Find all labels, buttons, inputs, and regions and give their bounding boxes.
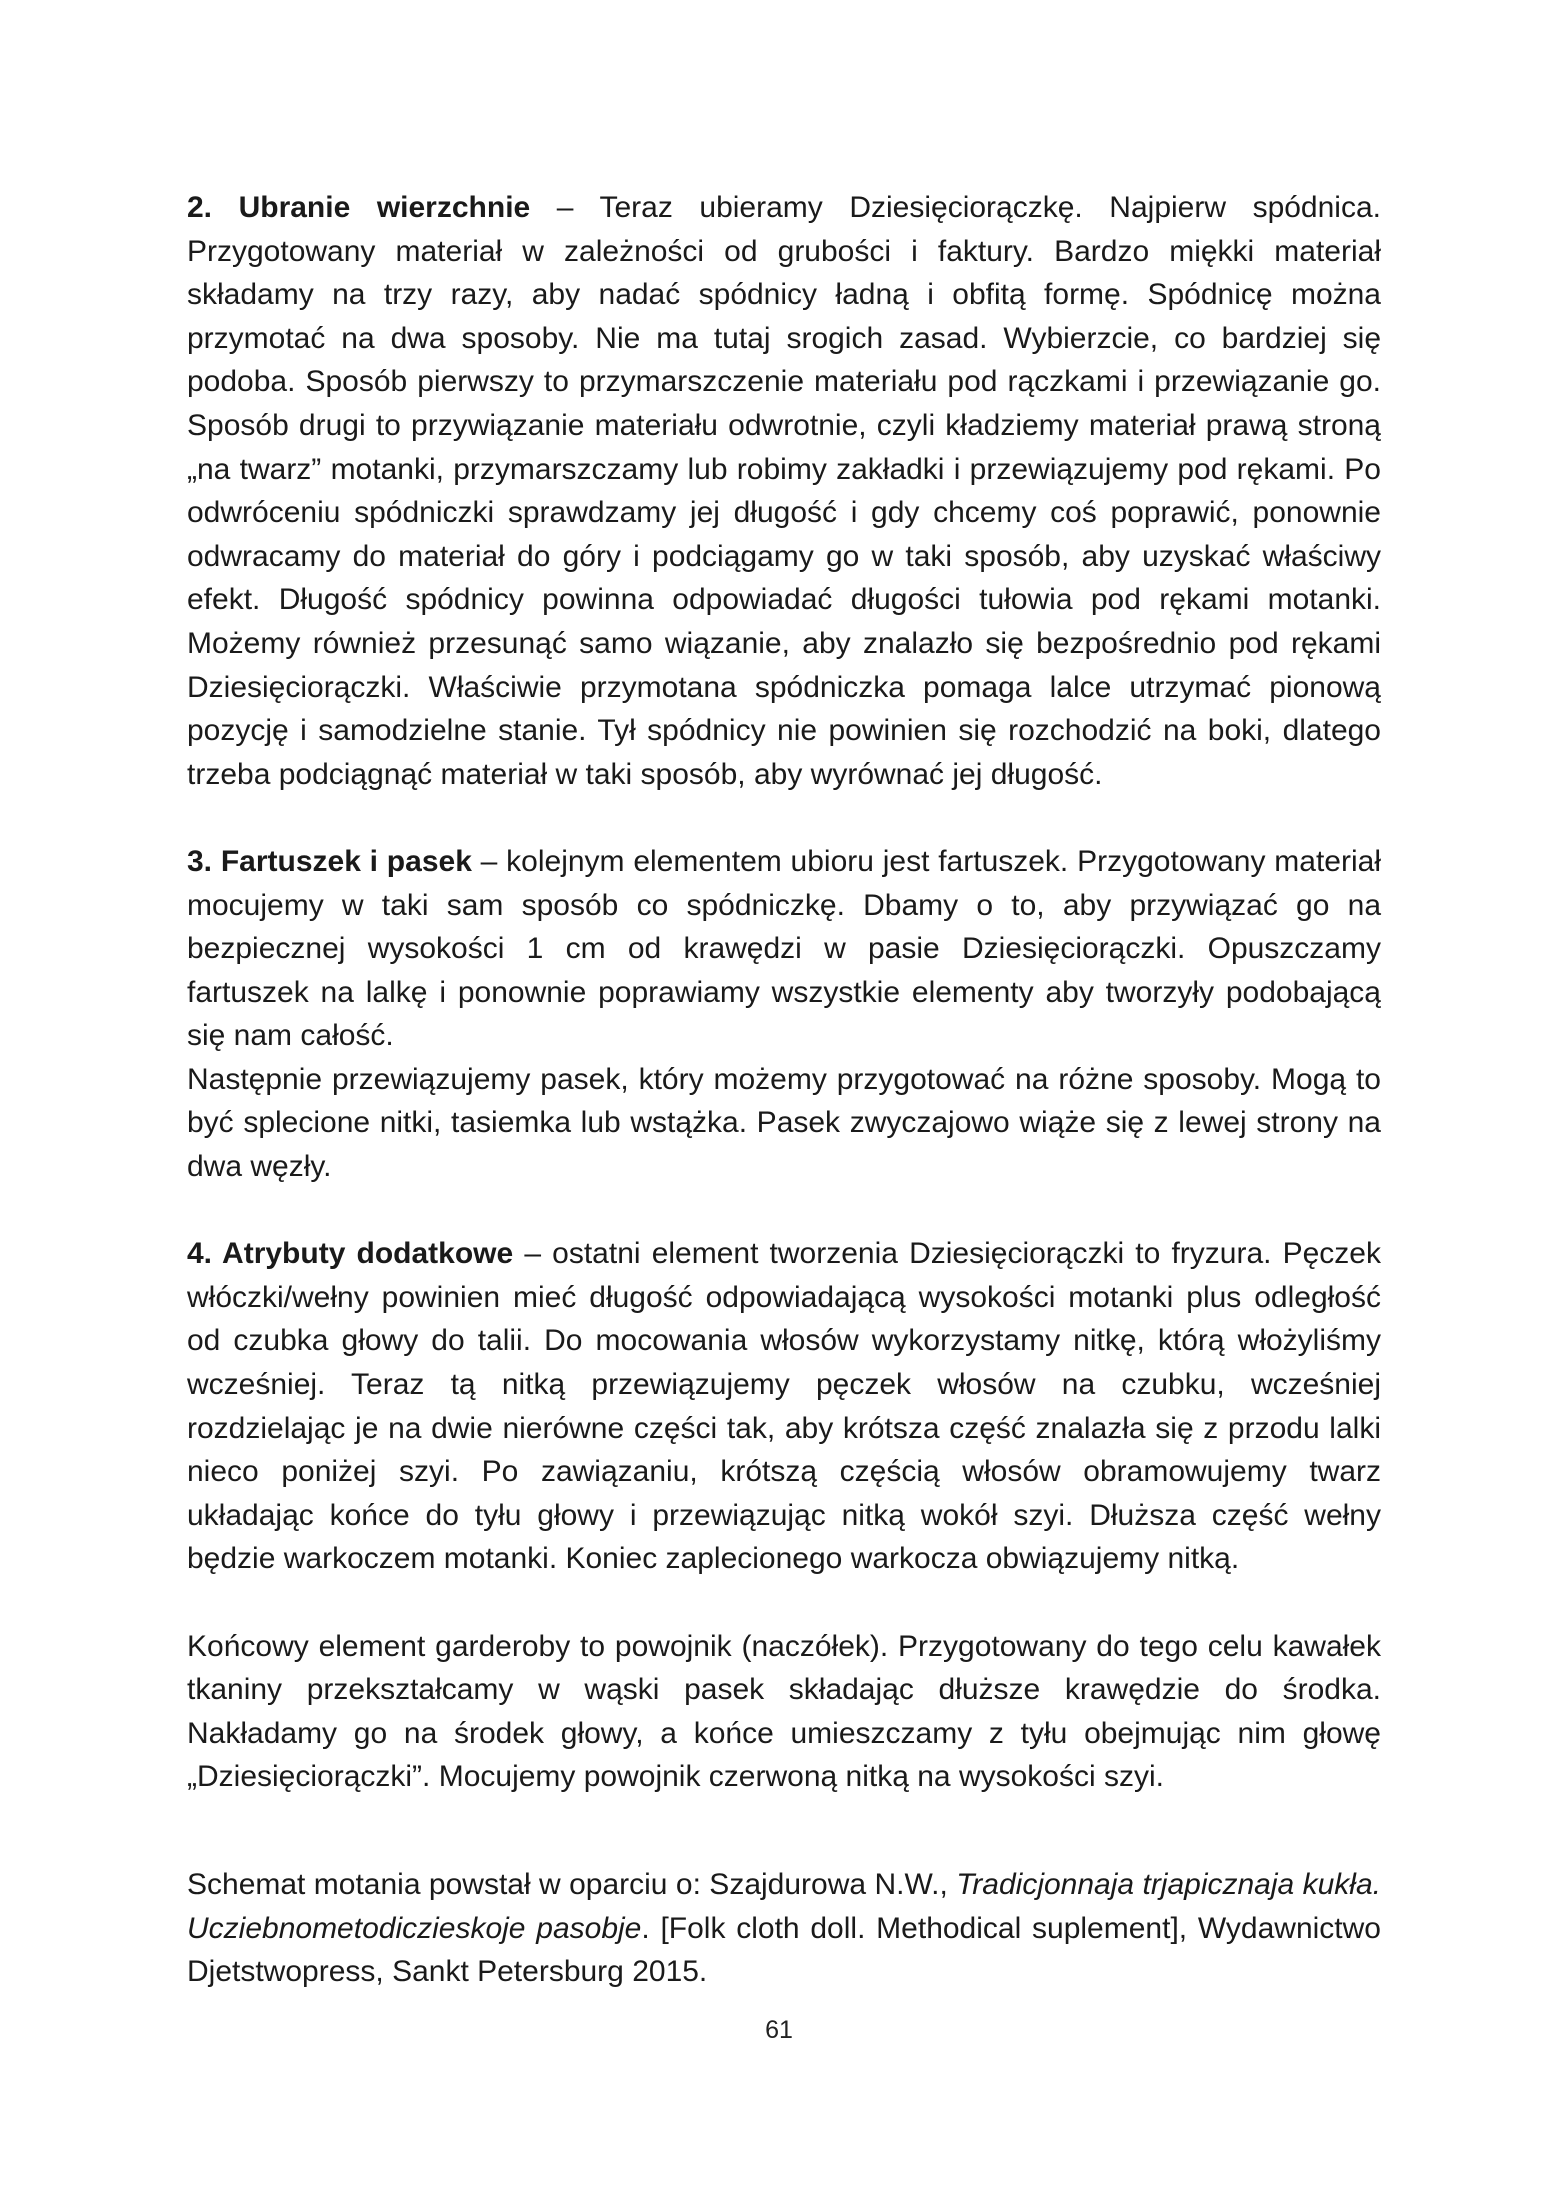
- citation-suffix: . [Folk cloth doll. Methodical suplement], Wydawnictwo Djetstwopress, Sankt Petersburg 2015.: [187, 1911, 1381, 1989]
- section-heading: 4. Atrybuty dodatkowe: [187, 1237, 514, 1271]
- section-fartuszek-i-pasek: [187, 840, 1381, 1058]
- section-text: – kolejnym elementem ubioru jest fartuszek. Przygotowany materiał mocujemy w taki sam sposób co spódniczkę. Dbamy o to, aby przywiązać go na bezpiecznej wysokości 1 cm od krawędzi w pasie Dziesięciorączki. Opuszczamy fartuszek na lalkę i ponownie poprawiamy wszystkie elementy aby tworzyły podobającą się nam całość.: [187, 844, 1381, 1053]
- section-ubranie-wierzchnie: [187, 186, 1381, 796]
- section-heading: 3. Fartuszek i pasek: [187, 844, 472, 878]
- section-text: – ostatni element tworzenia Dziesięciorączki to fryzura. Pęczek włóczki/wełny powinien mieć długość odpowiadającą wysokości motanki plus odległość od czubka głowy do talii. Do mocowania włosów wykorzystamy nitkę, którą włożyliśmy wcześniej. Teraz tą nitką przewiązujemy pęczek włosów na czubku, wcześniej rozdzielając je na dwie nierówne części tak, aby krótsza część znalazła się z przodu lalki nieco poniżej szyi. Po zawiązaniu, krótszą częścią włosów obramowujemy twarz układając końce do tyłu głowy i przewiązując nitką wokół szyi. Dłuższa część wełny będzie warkoczem motanki. Koniec zaplecionego warkocza obwiązujemy nitką.: [187, 1237, 1381, 1576]
- page-number: 61: [765, 2016, 793, 2044]
- paragraph-gap: [187, 1189, 1381, 1233]
- section-heading: 2. Ubranie wierzchnie: [187, 191, 531, 224]
- paragraph-gap: [187, 1799, 1381, 1863]
- section-text: – Teraz ubieramy Dziesięciorączkę. Najpierw spódnica. Przygotowany materiał w zależności od grubości i faktury. Bardzo miękki materiał składamy na trzy razy, aby nadać spódnicy ładną i obfitą formę. Spódnicę można przymotać na dwa sposoby. Nie ma tutaj srogich zasad. Wybierzcie, co bardziej się podoba. Sposób pierwszy to przymarszczenie materiału pod rączkami i przewiązanie go. Sposób drugi to przywiązanie materiału odwrotnie, czyli kładziemy materiał prawą stroną „na twarz” motanki, przymarszczamy lub robimy zakładki i przewiązujemy pod rękami. Po odwróceniu spódniczki sprawdzamy jej długość i gdy chcemy coś poprawić, ponownie odwracamy do materiał do góry i podciągamy go w taki sposób, aby uzyskać właściwy efekt. Długość spódnicy powinna odpowiadać długości tułowia pod rękami motanki. Możemy również przesunąć samo wiązanie, aby znalazło się bezpośrednio pod rękami Dziesięciorączki. Właściwie przymotana spódniczka pomaga lalce utrzymać pionową pozycję i samodzielne stanie. Tył spódnicy nie powinien się rozchodzić na boki, dlatego trzeba podciągnąć materiał w taki sposób, aby wyrównać jej długość.: [187, 191, 1381, 791]
- section-pasek-continuation: Następnie przewiązujemy pasek, który możemy przygotować na różne sposoby. Mogą to być splecione nitki, tasiemka lub wstążka. Pasek zwyczajowo wiąże się z lewej strony na dwa węzły.: [187, 1062, 1381, 1184]
- document-body: [187, 186, 1381, 1994]
- section-atrybuty-dodatkowe: [187, 1232, 1381, 1581]
- citation-prefix: Schemat motania powstał w oparciu o: Szajdurowa N.W.,: [187, 1867, 957, 1901]
- paragraph-gap: [187, 796, 1381, 840]
- paragraph-gap: [187, 1581, 1381, 1625]
- citation-title: Tradicjonnaja trjapicznaja kukła. Ucziebnometodiczieskoje pasobje: [187, 1867, 1381, 1945]
- closing-paragraph: Końcowy element garderoby to powojnik (naczółek). Przygotowany do tego celu kawałek tkaniny przekształcamy w wąski pasek składając dłuższe krawędzie do środka. Nakładamy go na środek głowy, a końce umieszczamy z tyłu obejmując nim głowę „Dziesięciorączki”. Mocujemy powojnik czerwoną nitką na wysokości szyi.: [187, 1629, 1381, 1794]
- source-citation: [187, 1863, 1381, 1994]
